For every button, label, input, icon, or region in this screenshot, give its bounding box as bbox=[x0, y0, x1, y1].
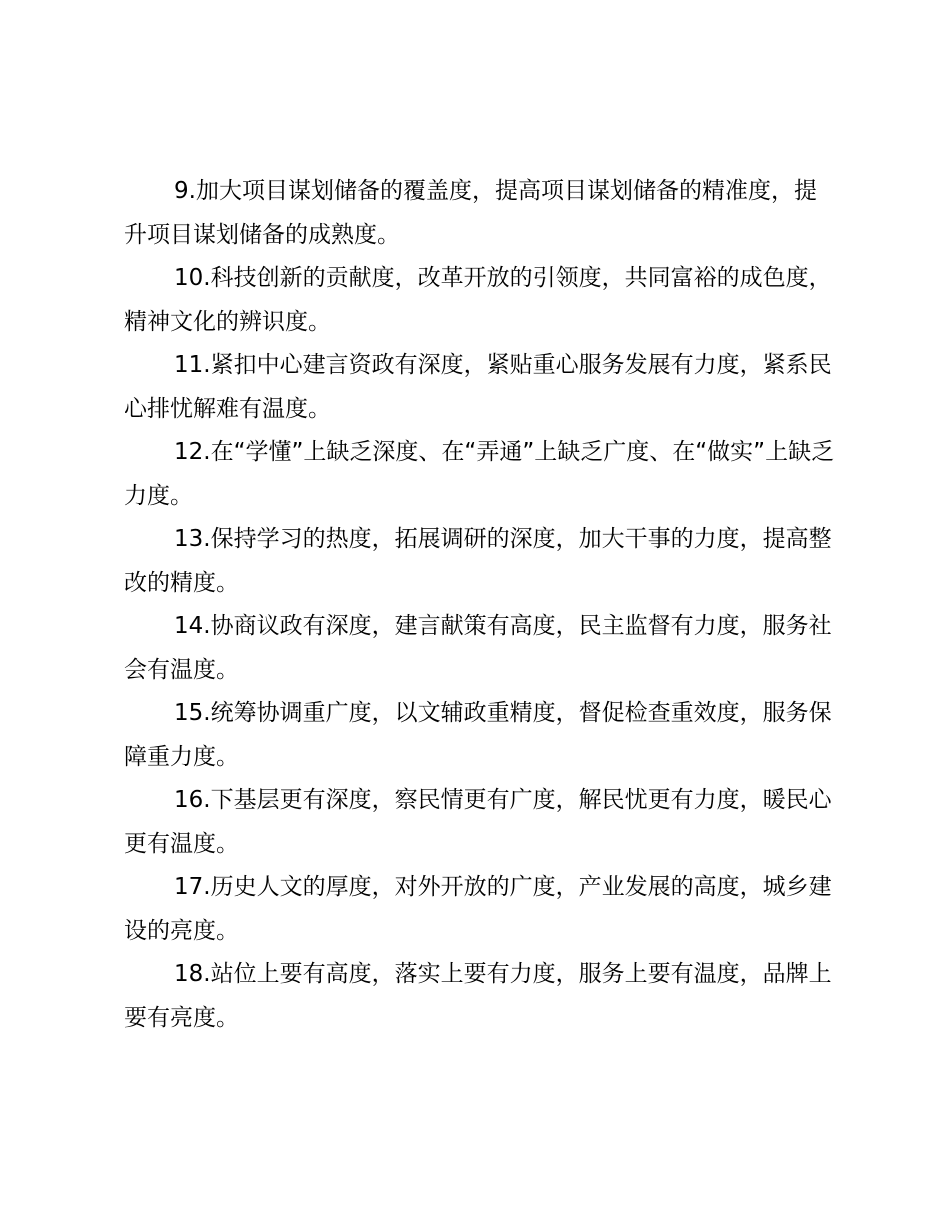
list-item: 9.加大项目谋划储备的覆盖度，提高项目谋划储备的精准度，提升项目谋划储备的成熟度。 bbox=[124, 178, 817, 248]
list-item: 18.站位上要有高度，落实上要有力度，服务上要有温度，品牌上要有亮度。 bbox=[124, 961, 832, 1031]
list-item: 17.历史人文的厚度，对外开放的广度，产业发展的高度，城乡建设的亮度。 bbox=[124, 874, 832, 944]
list-item: 10.科技创新的贡献度，改革开放的引领度，共同富裕的成色度，精神文化的辨识度。 bbox=[124, 265, 832, 335]
list-item: 15.统筹协调重广度，以文辅政重精度，督促检查重效度，服务保障重力度。 bbox=[124, 700, 832, 770]
list-item: 12.在“学懂”上缺乏深度、在“弄通”上缺乏广度、在“做实”上缺乏力度。 bbox=[124, 439, 835, 509]
list-item: 14.协商议政有深度，建言献策有高度，民主监督有力度，服务社会有温度。 bbox=[124, 613, 832, 683]
list-item: 16.下基层更有深度，察民情更有广度，解民忧更有力度，暖民心更有温度。 bbox=[124, 787, 832, 857]
list-item: 11.紧扣中心建言资政有深度，紧贴重心服务发展有力度，紧系民心排忧解难有温度。 bbox=[124, 352, 832, 422]
document-body bbox=[124, 170, 836, 1040]
list-item: 13.保持学习的热度，拓展调研的深度，加大干事的力度，提高整改的精度。 bbox=[124, 526, 832, 596]
